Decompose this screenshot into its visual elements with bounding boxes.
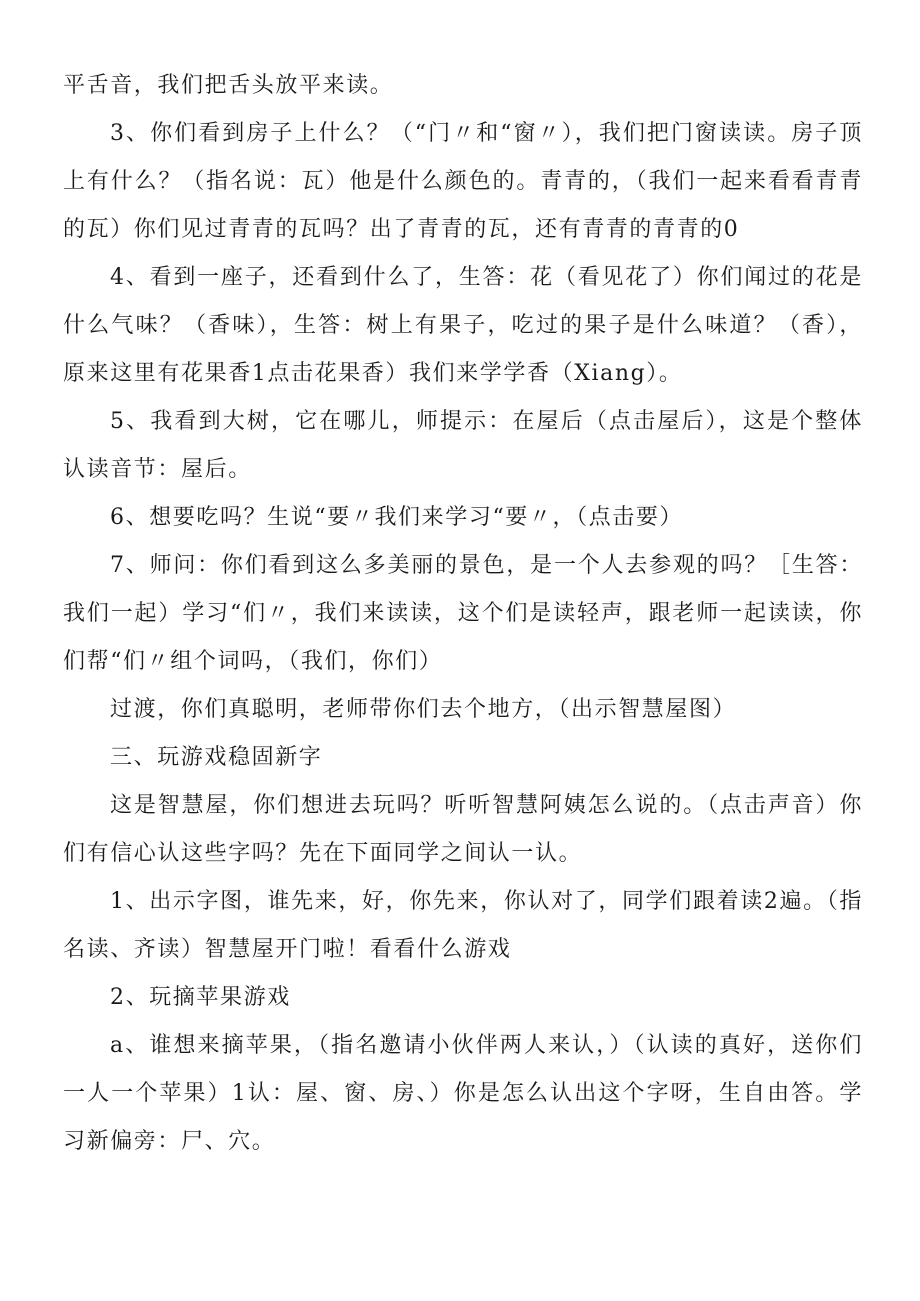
paragraph-8: 这是智慧屋，你们想进去玩吗？听听智慧阿姨怎么说的。（点击声音）你们有信心认这些字吗？先在下面同学之间认一认。: [63, 793, 863, 866]
paragraph-2: 3、你们看到房子上什么？（“门〃和“窗〃），我们把门窗读读。房子顶上有什么？（指名说：瓦）他是什么颜色的。青青的，（我们一起来看看青青的瓦）你们见过青青的瓦吗？出了青青的瓦，还有青青的青青的0: [63, 121, 863, 242]
paragraph-6: 7、师问：你们看到这么多美丽的景色，是一个人去参观的吗？［生答：我们一起）学习“们〃，我们来读读，这个们是读轻声，跟老师一起读读，你们帮“们〃组个词吗，（我们，你们）: [63, 553, 863, 674]
paragraph-4: 5、我看到大树，它在哪儿，师提示：在屋后（点击屋后），这是个整体认读音节：屋后。: [63, 409, 863, 482]
paragraph-9: 1、出示字图，谁先来，好，你先来，你认对了，同学们跟着读2遍。（指名读、齐读）智慧屋开门啦！看看什么游戏: [63, 889, 863, 962]
paragraph-10: 2、玩摘苹果游戏: [110, 985, 291, 1010]
paragraph-5: 6、想要吃吗？生说“要〃我们来学习“要〃，（点击要）: [110, 505, 684, 530]
paragraph-7: 过渡，你们真聪明，老师带你们去个地方，（出示智慧屋图）: [110, 697, 737, 722]
paragraph-1: 平舌音，我们把舌头放平来读。: [63, 73, 394, 98]
section-heading: 三、玩游戏稳固新字: [110, 745, 323, 770]
paragraph-3: 4、看到一座子，还看到什么了，生答：花（看见花了）你们闻过的花是什么气味？（香味），生答：树上有果子，吃过的果子是什么味道？（香），原来这里有花果香1点击花果香）我们来学学香（Xiang）。: [63, 265, 863, 386]
paragraph-11: a、谁想来摘苹果，（指名邀请小伙伴两人来认，）（认读的真好，送你们一人一个苹果）1认：屋、窗、房、）你是怎么认出这个字呀，生自由答。学习新偏旁：尸、穴。: [63, 1033, 863, 1154]
